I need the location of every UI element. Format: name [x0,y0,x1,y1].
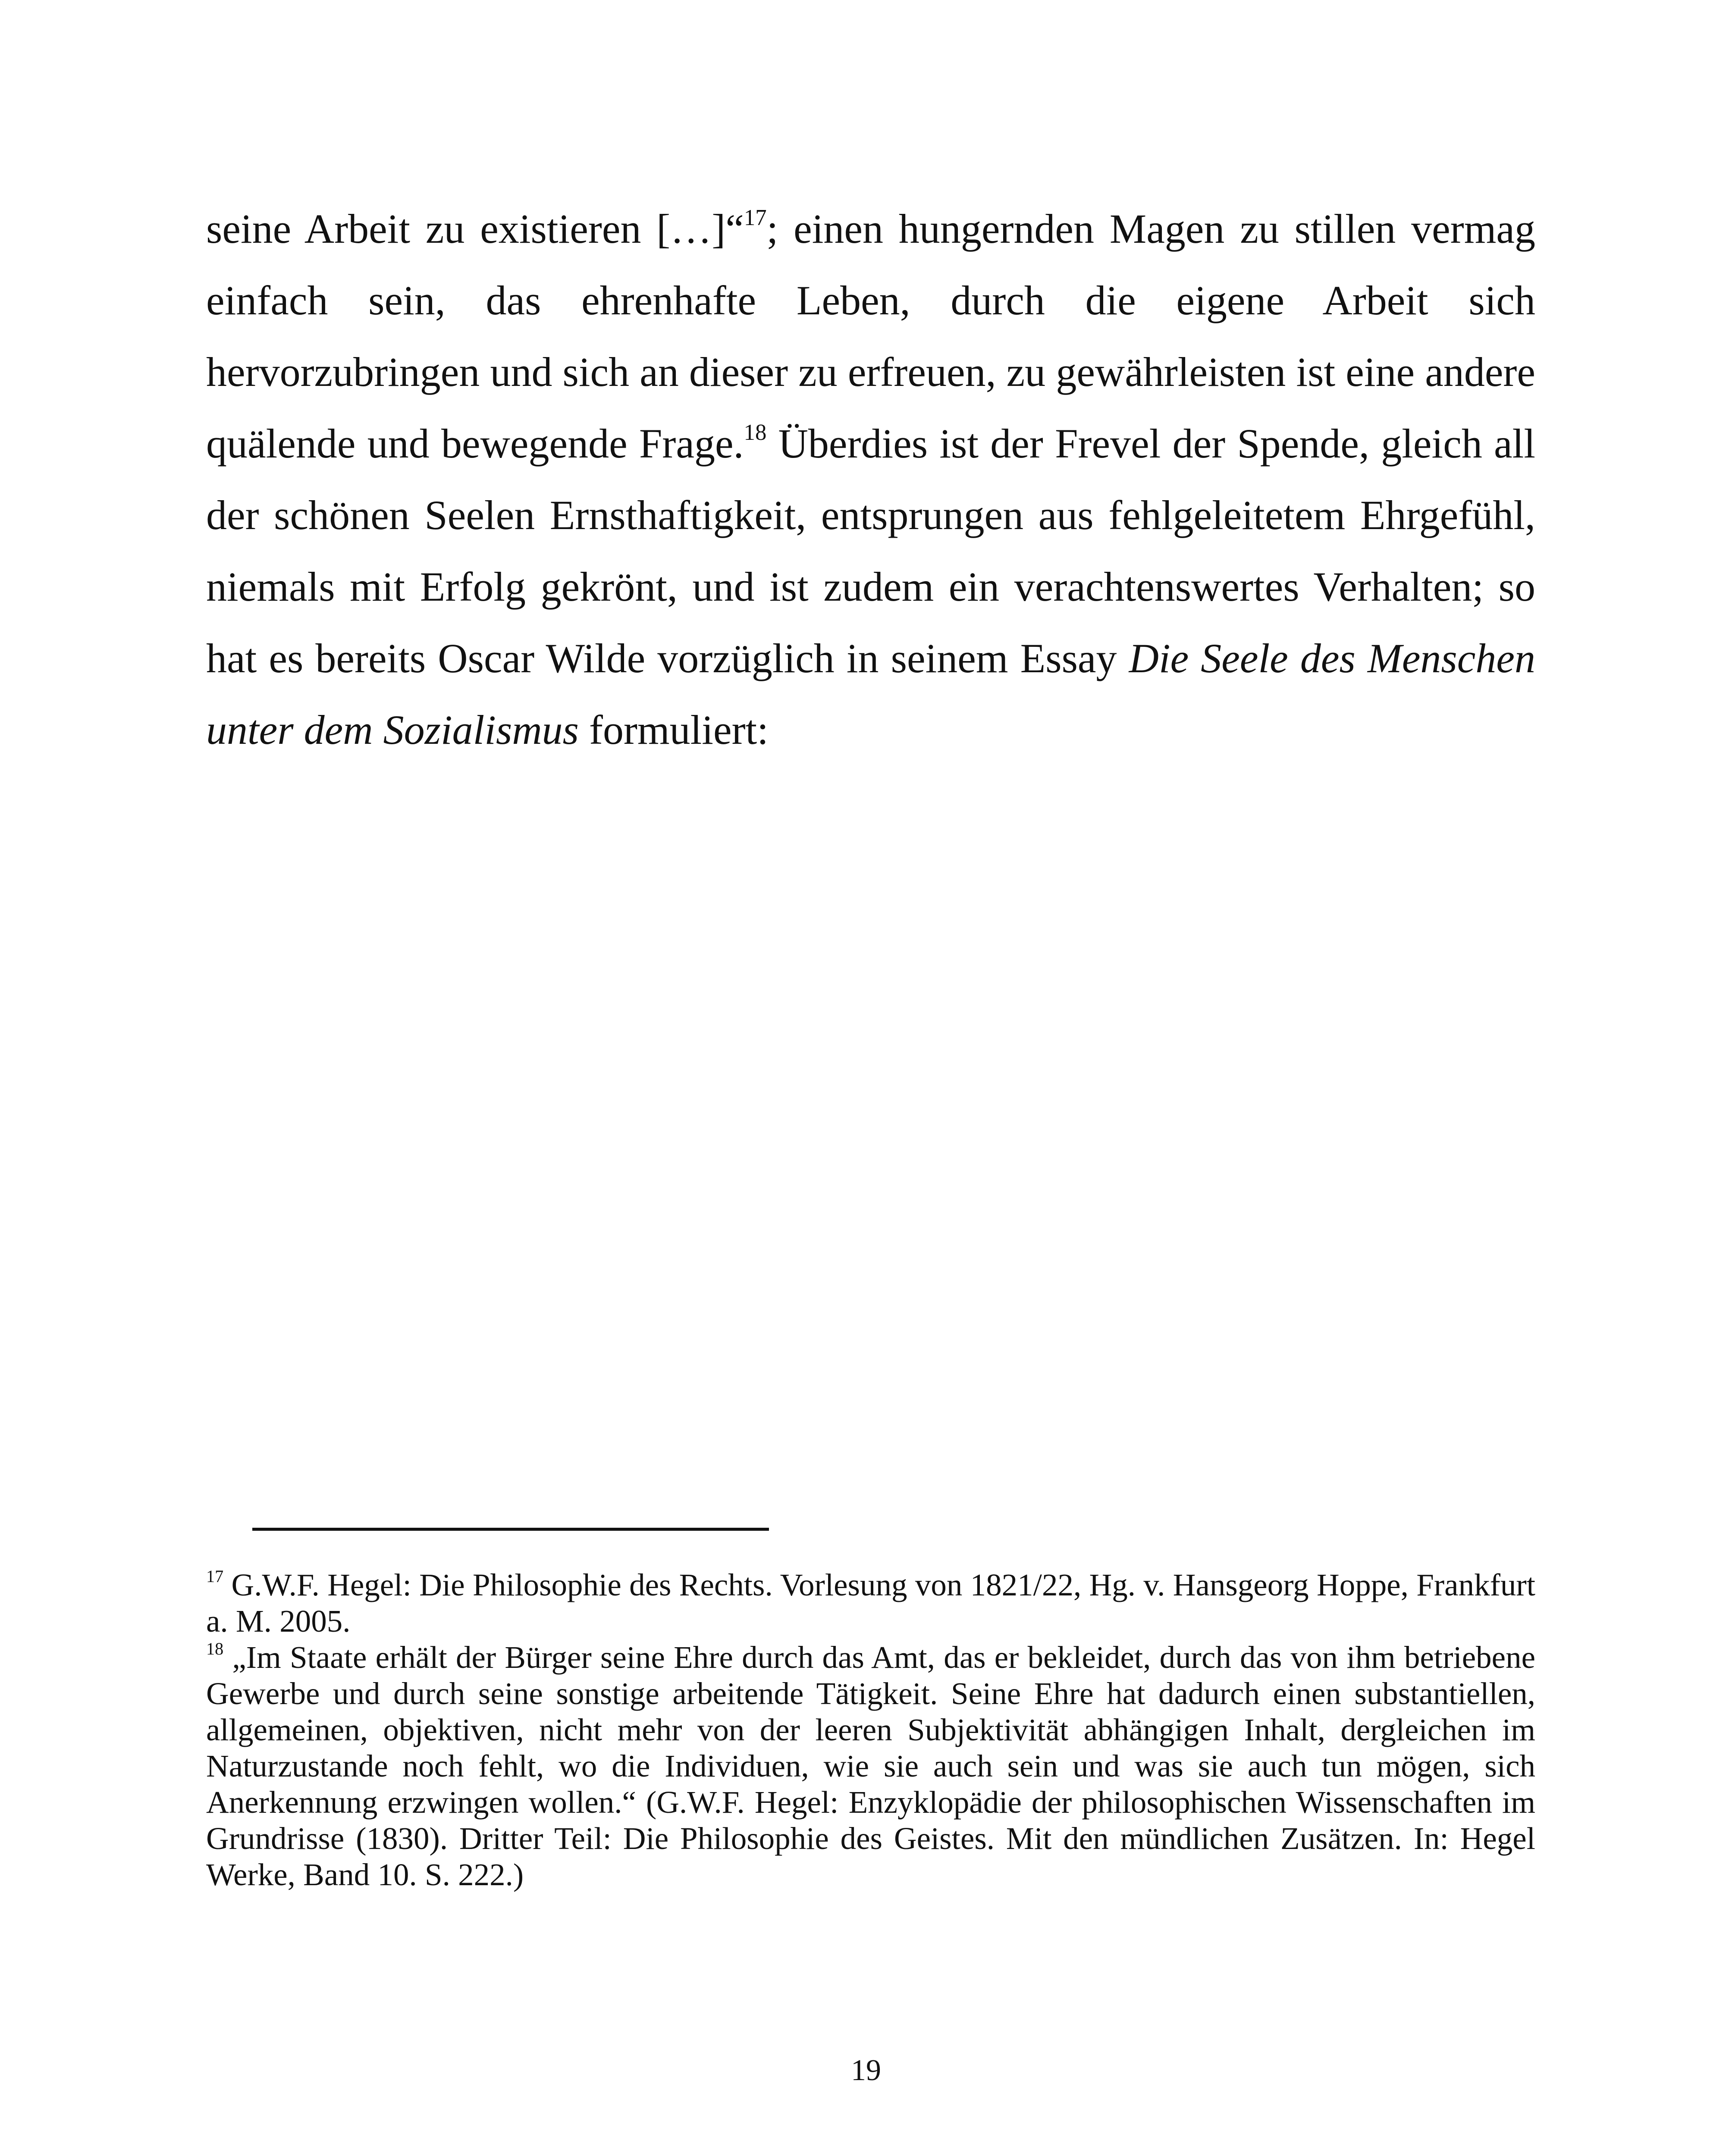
body-paragraph [206,193,1535,766]
footnote-reference-18[interactable]: 18 [744,420,767,445]
body-text-segment: ; einen hungernden Magen zu stillen vermag einfach sein, das ehrenhafte Leben, durch die eigene Arbeit sich hervorzubringen und sich an dieser zu erfreuen, zu gewährleisten ist eine andere quälende und bewegende Frage. [206,206,1536,467]
footnote-17 [206,1567,1535,1639]
essay-title: Die Seele des Menschen unter dem Sozialismus [206,635,1536,753]
footnote-mark: 18 [206,1639,224,1658]
body-text-segment: seine Arbeit zu existieren […]“ [206,206,744,252]
footnote-mark: 17 [206,1566,224,1586]
footnote-text: „Im Staate erhält der Bürger seine Ehre durch das Amt, das er bekleidet, durch das von ihm betriebene Gewerbe und durch seine sonstige arbeitende Tätigkeit. Seine Ehre hat dadurch einen substantiellen, allgemeinen, objektiven, nicht mehr von der leeren Subjektivität abhängigen Inhalt, dergleichen im Naturzustande noch fehlt, wo die Individuen, wie sie auch sein und was sie auch tun mögen, sich Anerkennung erzwingen wollen.“ (G.W.F. Hegel: Enzyklopädie der philosophischen Wissenschaften im Grundrisse (1830). Dritter Teil: Die Philosophie des Geistes. Mit den mündlichen Zusätzen. In: Hegel Werke, Band 10. S. 222.) [206,1640,1535,1892]
footnote-text: G.W.F. Hegel: Die Philosophie des Rechts. Vorlesung von 1821/22, Hg. v. Hansgeorg Hoppe, Frankfurt a. M. 2005. [206,1567,1535,1639]
footnotes [206,1567,1535,1893]
body-text-segment: formuliert: [579,707,769,753]
footnote-reference-17[interactable]: 17 [744,205,767,231]
footnote-separator [252,1528,769,1531]
page-number: 19 [851,2054,881,2087]
footnote-18 [206,1639,1535,1893]
body-text-segment: Überdies ist der Frevel der Spende, gleich all der schönen Seelen Ernsthaftigkeit, entsprungen aus fehlgeleitetem Ehrgefühl, niemals mit Erfolg gekrönt, und ist zudem ein verachtenswertes Verhalten; so hat es bereits Oscar Wilde vorzüglich in seinem Essay [206,420,1535,681]
